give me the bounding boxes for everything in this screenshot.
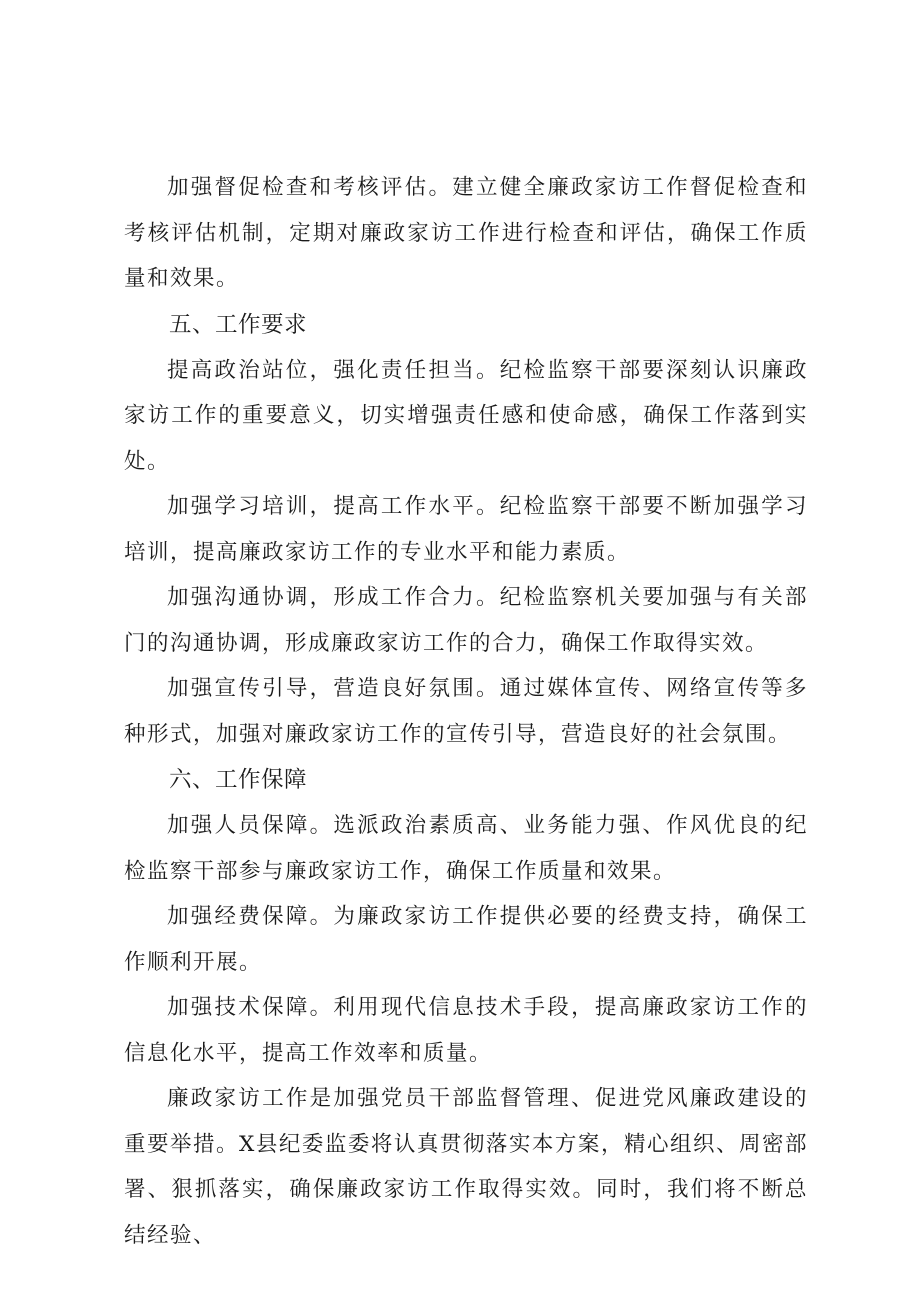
paragraph-communication-coordination: 加强沟通协调，形成工作合力。纪检监察机关要加强与有关部门的沟通协调，形成廉政家访工作的合力，确保工作取得实效。 <box>124 585 808 656</box>
paragraph-supervision-assessment: 加强督促检查和考核评估。建立健全廉政家访工作督促检查和考核评估机制，定期对廉政家访工作进行检查和评估，确保工作质量和效果。 <box>124 175 808 291</box>
paragraph-study-training: 加强学习培训，提高工作水平。纪检监察干部要不断加强学习培训，提高廉政家访工作的专业水平和能力素质。 <box>124 494 808 565</box>
paragraph-technical-guarantee: 加强技术保障。利用现代信息技术手段，提高廉政家访工作的信息化水平，提高工作效率和质量。 <box>124 995 808 1066</box>
paragraph-publicity-guidance: 加强宣传引导，营造良好氛围。通过媒体宣传、网络宣传等多种形式，加强对廉政家访工作的宣传引导，营造良好的社会氛围。 <box>124 676 808 747</box>
paragraph-conclusion: 廉政家访工作是加强党员干部监督管理、促进党风廉政建设的重要举措。X县纪委监委将认真贯彻落实本方案，精心组织、周密部署、狠抓落实，确保廉政家访工作取得实效。同时，我们将不断总结经验、 <box>124 1086 808 1248</box>
section-heading-work-guarantee: 六、工作保障 <box>169 767 308 793</box>
paragraph-funding-guarantee: 加强经费保障。为廉政家访工作提供必要的经费支持，确保工作顺利开展。 <box>124 904 808 975</box>
document-body <box>124 165 808 1258</box>
paragraph-political-stance: 提高政治站位，强化责任担当。纪检监察干部要深刻认识廉政家访工作的重要意义，切实增强责任感和使命感，确保工作落到实处。 <box>124 357 808 474</box>
paragraph-personnel-guarantee: 加强人员保障。选派政治素质高、业务能力强、作风优良的纪检监察干部参与廉政家访工作，确保工作质量和效果。 <box>124 813 808 884</box>
section-heading-work-requirements: 五、工作要求 <box>169 311 308 338</box>
